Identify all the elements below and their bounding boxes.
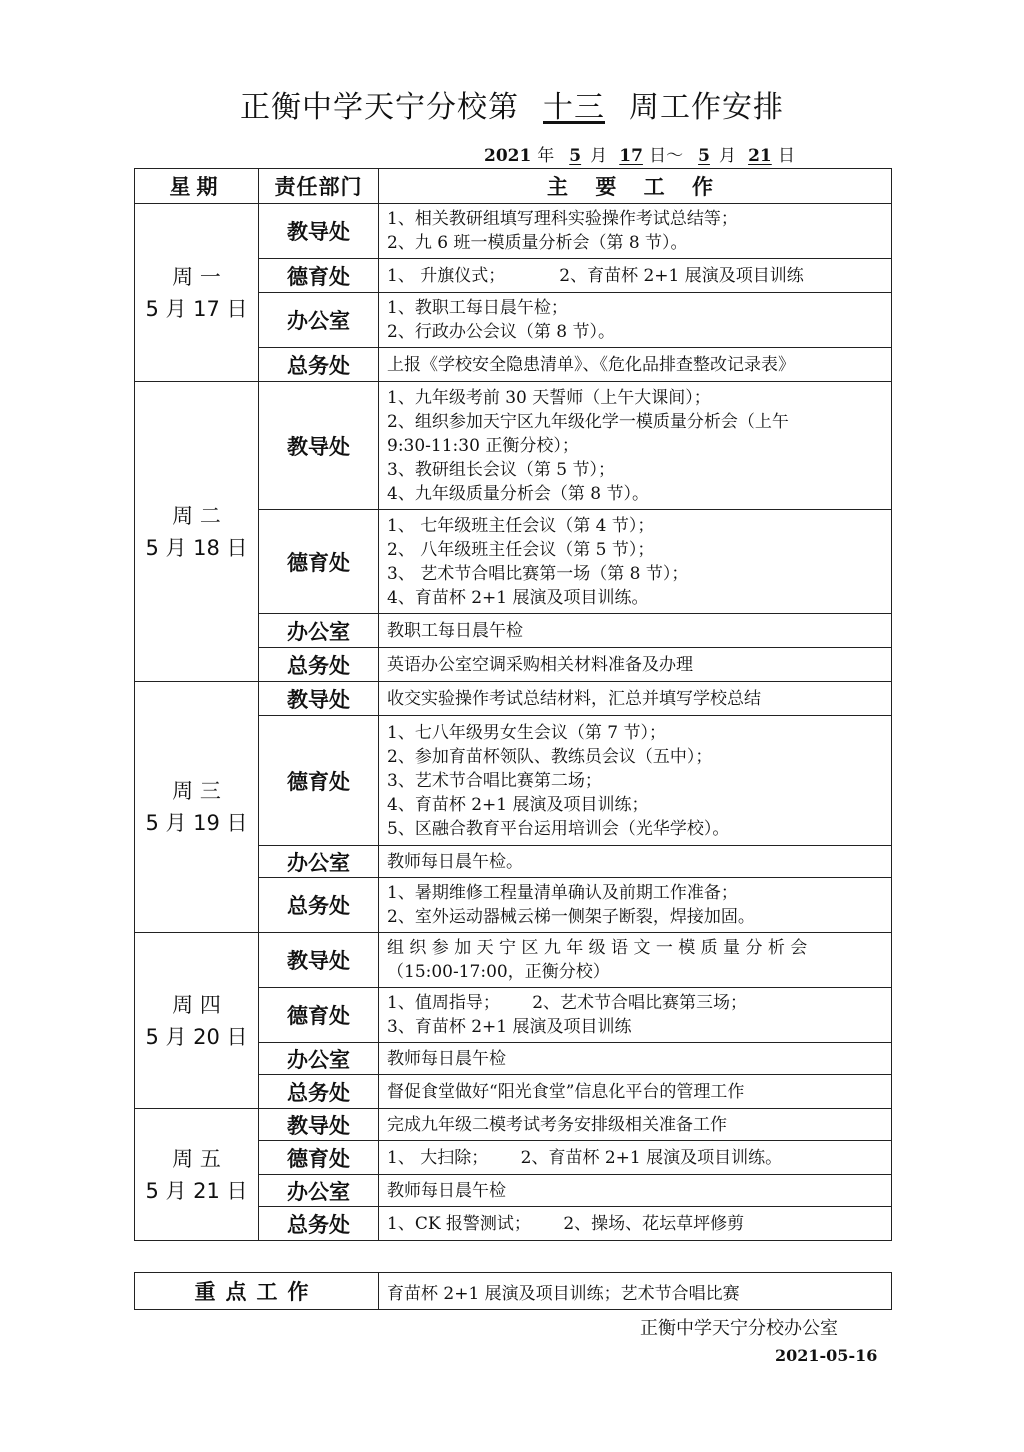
work-cell <box>379 648 892 682</box>
dept-cell: 教导处 <box>259 382 379 510</box>
footer-date: 2021-05-16 <box>775 1346 878 1365</box>
work-line: 1、 大扫除； 2、育苗杯 2+1 展演及项目训练。 <box>387 1147 783 1168</box>
dept-cell: 教导处 <box>259 1109 379 1141</box>
page-title <box>0 82 1024 126</box>
work-cell <box>379 1109 892 1141</box>
dept-cell: 教导处 <box>259 204 379 259</box>
work-line: 1、CK 报警测试； 2、操场、花坛草坪修剪 <box>387 1213 745 1234</box>
date-end-day: 21 <box>748 146 772 166</box>
work-line: 2、组织参加天宁区九年级化学一模质量分析会（上午 <box>387 411 789 432</box>
dept-cell: 总务处 <box>259 348 379 382</box>
work-cell <box>379 1141 892 1175</box>
work-line: 2、 八年级班主任会议（第 5 节）； <box>387 539 655 560</box>
date-day-char: 日～ <box>649 146 684 166</box>
work-cell <box>379 846 892 878</box>
day-date: 5 月 20 日 <box>145 1024 248 1049</box>
dept-cell: 德育处 <box>259 716 379 846</box>
work-cell <box>379 614 892 648</box>
work-cell <box>379 988 892 1043</box>
date-range <box>484 141 795 166</box>
work-cell <box>379 348 892 382</box>
work-cell <box>379 510 892 614</box>
work-line: 1、 七年级班主任会议（第 4 节）； <box>387 515 655 536</box>
focus-table <box>134 1272 892 1310</box>
work-line: 3、艺术节合唱比赛第二场； <box>387 770 602 791</box>
date-start-day: 17 <box>619 146 643 166</box>
date-end-month: 5 <box>698 146 710 166</box>
date-day-char-2: 日 <box>777 146 795 166</box>
work-cell <box>379 1043 892 1075</box>
focus-text: 育苗杯 2+1 展演及项目训练；艺术节合唱比赛 <box>379 1273 892 1310</box>
header-dept: 责任部门 <box>259 169 379 204</box>
date-month-char-2: 月 <box>719 146 737 166</box>
day-cell <box>135 382 259 682</box>
work-line: 4、九年级质量分析会（第 8 节）。 <box>387 483 649 504</box>
work-line: 1、相关教研组填写理科实验操作考试总结等； <box>387 209 738 229</box>
schedule-row <box>135 382 892 510</box>
work-cell <box>379 204 892 259</box>
dept-cell: 办公室 <box>259 1175 379 1207</box>
title-prefix: 正衡中学天宁分校第 <box>240 90 519 125</box>
work-line: 教师每日晨午检 <box>387 1180 506 1201</box>
day-name: 周 五 <box>172 1146 221 1171</box>
work-cell <box>379 878 892 933</box>
work-cell <box>379 1175 892 1207</box>
dept-cell: 德育处 <box>259 510 379 614</box>
work-line: 1、 升旗仪式； 2、育苗杯 2+1 展演及项目训练 <box>387 265 804 286</box>
day-date: 5 月 19 日 <box>145 811 248 835</box>
day-date: 5 月 17 日 <box>145 296 248 321</box>
work-line: 1、九年级考前 30 天誓师（上午大课间）； <box>387 387 711 408</box>
focus-label: 重点工作 <box>135 1273 379 1310</box>
work-line: 组 织 参 加 天 宁 区 九 年 级 语 文 一 模 质 量 分 析 会 <box>387 938 808 958</box>
work-line: 英语办公室空调采购相关材料准备及办理 <box>387 654 693 675</box>
day-name: 周 四 <box>172 992 221 1017</box>
day-name: 周 二 <box>172 503 221 528</box>
date-month-char: 月 <box>590 146 608 166</box>
header-work: 主 要 工 作 <box>379 169 892 204</box>
day-date: 5 月 18 日 <box>145 535 248 560</box>
date-year: 2021 <box>484 146 532 166</box>
schedule-row <box>135 204 892 259</box>
title-week-number: 十三 <box>543 90 605 125</box>
work-line: （15:00-17:00，正衡分校） <box>387 962 610 982</box>
header-day: 星期 <box>135 169 259 204</box>
work-line: 1、暑期维修工程量清单确认及前期工作准备； <box>387 883 738 903</box>
footer-organization: 正衡中学天宁分校办公室 <box>640 1318 838 1339</box>
day-name: 周 一 <box>172 264 221 289</box>
date-start-month: 5 <box>569 146 582 166</box>
day-cell <box>135 933 259 1109</box>
dept-cell: 办公室 <box>259 614 379 648</box>
schedule-row <box>135 933 892 988</box>
work-line: 教职工每日晨午检 <box>387 620 523 641</box>
day-cell <box>135 682 259 933</box>
work-cell <box>379 293 892 348</box>
work-line: 2、行政办公会议（第 8 节）。 <box>387 322 615 342</box>
work-cell <box>379 1207 892 1241</box>
work-line: 3、教研组长会议（第 5 节）； <box>387 459 615 480</box>
day-cell <box>135 204 259 382</box>
dept-cell: 总务处 <box>259 1075 379 1109</box>
work-cell <box>379 682 892 716</box>
schedule-row <box>135 1109 892 1141</box>
work-line: 上报《学校安全隐患清单》、《危化品排查整改记录表》 <box>387 354 795 375</box>
work-line: 督促食堂做好“阳光食堂”信息化平台的管理工作 <box>387 1081 745 1102</box>
work-line: 4、育苗杯 2+1 展演及项目训练。 <box>387 587 649 608</box>
dept-cell: 教导处 <box>259 933 379 988</box>
work-line: 2、九 6 班一模质量分析会（第 8 节）。 <box>387 233 688 253</box>
dept-cell: 教导处 <box>259 682 379 716</box>
schedule-table <box>134 168 892 1241</box>
day-name: 周 三 <box>172 779 221 803</box>
dept-cell: 德育处 <box>259 259 379 293</box>
dept-cell: 德育处 <box>259 988 379 1043</box>
work-line: 3、 艺术节合唱比赛第一场（第 8 节）； <box>387 563 689 584</box>
work-line: 2、室外运动器械云梯一侧架子断裂，焊接加固。 <box>387 907 755 927</box>
work-line: 1、七八年级男女生会议（第 7 节）； <box>387 722 666 743</box>
schedule-body <box>135 204 892 1241</box>
day-date: 5 月 21 日 <box>145 1178 248 1203</box>
work-line: 收交实验操作考试总结材料，汇总并填写学校总结 <box>387 688 761 709</box>
dept-cell: 办公室 <box>259 1043 379 1075</box>
work-cell <box>379 382 892 510</box>
work-line: 2、参加育苗杯领队、教练员会议（五中）； <box>387 746 713 767</box>
work-line: 1、教职工每日晨午检； <box>387 298 568 318</box>
schedule-row <box>135 682 892 716</box>
work-line: 完成九年级二模考试考务安排级相关准备工作 <box>387 1114 727 1135</box>
dept-cell: 办公室 <box>259 293 379 348</box>
work-cell <box>379 933 892 988</box>
work-line: 5、区融合教育平台运用培训会（光华学校）。 <box>387 818 730 839</box>
work-line: 教师每日晨午检 <box>387 1048 506 1069</box>
dept-cell: 总务处 <box>259 1207 379 1241</box>
dept-cell: 总务处 <box>259 878 379 933</box>
work-line: 9:30-11:30 正衡分校）； <box>387 435 579 456</box>
focus-row <box>135 1273 892 1310</box>
work-cell <box>379 1075 892 1109</box>
work-line: 教师每日晨午检。 <box>387 851 523 872</box>
date-year-char: 年 <box>537 146 555 166</box>
work-line: 3、育苗杯 2+1 展演及项目训练 <box>387 1017 632 1037</box>
work-cell <box>379 259 892 293</box>
day-cell <box>135 1109 259 1241</box>
dept-cell: 办公室 <box>259 846 379 878</box>
work-line: 4、育苗杯 2+1 展演及项目训练； <box>387 794 649 815</box>
work-line: 1、值周指导； 2、艺术节合唱比赛第三场； <box>387 993 748 1013</box>
title-suffix: 周工作安排 <box>629 90 784 125</box>
dept-cell: 德育处 <box>259 1141 379 1175</box>
header-row <box>135 169 892 204</box>
work-cell <box>379 716 892 846</box>
dept-cell: 总务处 <box>259 648 379 682</box>
